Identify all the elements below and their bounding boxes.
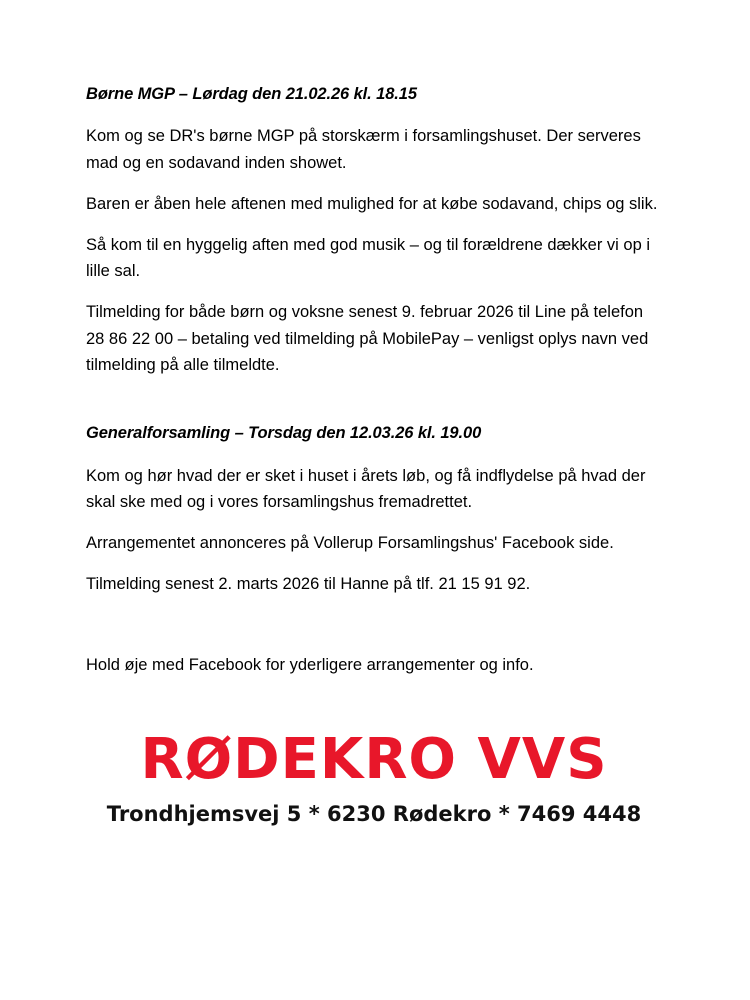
- section-divider-space: [86, 407, 662, 423]
- paragraph: Baren er åben hele aftenen med mulighed for at købe sodavand, chips og slik.: [86, 194, 658, 213]
- closing-note: Hold øje med Facebook for yderligere arrangementer og info.: [86, 655, 534, 674]
- paragraph: Tilmelding senest 2. marts 2026 til Hanne på tlf. 21 15 91 92.: [86, 574, 531, 593]
- paragraph: Arrangementet annonceres på Vollerup Forsamlingshus' Facebook side.: [86, 534, 614, 553]
- paragraph: Så kom til en hyggelig aften med god musik – og til forældrene dækker vi op i lille sal.: [86, 235, 651, 281]
- section-heading-borne-mgp: Børne MGP – Lørdag den 21.02.26 kl. 18.15: [86, 85, 417, 103]
- paragraph: Tilmelding for både børn og voksne senest 9. februar 2026 til Line på telefon 28 86 22 00 – betaling ved tilmelding på MobilePay – venligst oplys navn ved tilmelding på alle tilmeldte.: [86, 303, 649, 375]
- closing-note-space: [86, 626, 662, 652]
- paragraph: Kom og hør hvad der er sket i huset i årets løb, og få indflydelse på hvad der skal ske med og i vores forsamlingshus fremadrettet.: [86, 466, 646, 512]
- paragraph: Kom og se DR's børne MGP på storskærm i forsamlingshuset. Der serveres mad og en sodavand inden showet.: [86, 127, 641, 173]
- section-heading-generalforsamling: Generalforsamling – Torsdag den 12.03.26 kl. 19.00: [86, 424, 482, 443]
- advertiser-name: RØDEKRO VVS: [140, 727, 608, 793]
- advertisement-block: [86, 727, 662, 827]
- advertiser-address: Trondhjemsvej 5 * 6230 Rødekro * 7469 4448: [106, 802, 642, 827]
